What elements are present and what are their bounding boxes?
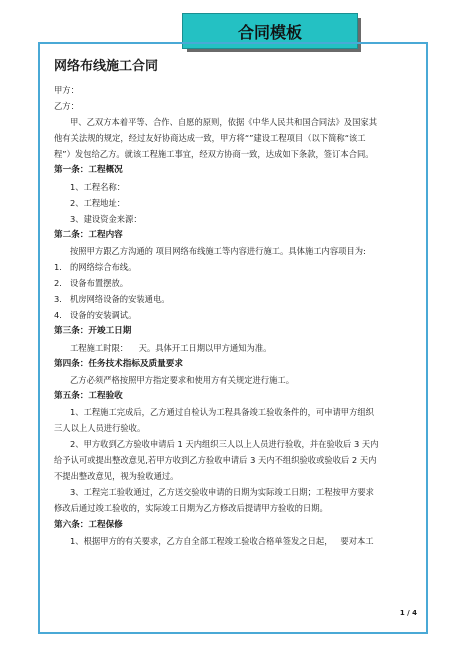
template-banner: 合同模板 (182, 13, 358, 49)
party-a-line: 甲方： (54, 85, 79, 95)
section-heading: 第五条：工程验收 (54, 390, 123, 401)
party-b-line: 乙方： (54, 101, 79, 112)
item-number: 4. (54, 310, 62, 321)
numbered-item (54, 275, 420, 291)
intro-line: 甲、乙双方本着平等、合作、自愿的原则，依据《中华人民共和国合同法》及国家其 (70, 117, 377, 128)
list-item: 2、工程地址： (70, 197, 126, 208)
section-text: 2、甲方收到乙方验收申请后 1 天内组织三人以上人员进行验收，并在验收后 3 天内 (70, 439, 379, 450)
item-text: 设备布置摆放。 (70, 278, 129, 289)
item-number: 3. (54, 294, 62, 305)
item-number: 1. (54, 262, 62, 273)
intro-line: 他有关法规的规定，经过友好协商达成一致，甲方将“”建设工程项目（以下简称“该工 (54, 133, 366, 144)
section-heading: 第二条：工程内容 (54, 229, 123, 240)
section-text: 1、根据甲方的有关要求，乙方自全部工程竣工验收合格单签发之日起， 要对本工 (70, 535, 374, 546)
section-text: 1、工程施工完成后，乙方通过自检认为工程具备竣工验收条件的，可申请甲方组织 (70, 406, 374, 417)
section-text: 修改后通过竣工验收的，实际竣工日期为乙方修改后提请甲方验收的日期。 (54, 503, 328, 514)
contract-title: 网络布线施工合同 (54, 59, 159, 74)
section-text: 工程施工时限： 天。具体开工日期以甲方通知为准。 (70, 342, 272, 353)
contract-body (54, 58, 420, 549)
numbered-item (54, 259, 420, 275)
section-text: 三人以上人员进行验收。 (54, 422, 146, 433)
item-text: 机房网络设备的安装通电。 (70, 294, 170, 305)
section-text: 给予认可或提出整改意见,若甲方收到乙方验收申请后 3 天内不组织验收或验收后 2 天内 (54, 455, 377, 466)
intro-line: 程”）发包给乙方。就该工程施工事宜，经双方协商一致，达成如下条款，签订本合同。 (54, 149, 374, 160)
item-number: 2. (54, 278, 62, 289)
section-text: 不提出整改意见，视为验收通过。 (54, 471, 179, 482)
section-heading: 第四条：任务技术指标及质量要求 (54, 358, 183, 369)
list-item: 3、建设资金来源： (70, 213, 142, 224)
section-text: 3、工程完工验收通过，乙方送交验收申请的日期为实际竣工日期；工程按甲方要求 (70, 487, 374, 498)
item-text: 设备的安装调试。 (70, 310, 137, 321)
page-number: 1 / 4 (399, 609, 417, 617)
section-heading: 第三条：开竣工日期 (54, 326, 132, 337)
list-item: 1、工程名称： (70, 181, 126, 192)
section-heading: 第六条：工程保修 (54, 519, 123, 530)
section-text: 按照甲方跟乙方沟通的 项目网络布线施工等内容进行施工。具体施工内容项目为: (70, 245, 366, 256)
section-heading: 第一条：工程概况 (54, 165, 123, 176)
item-text: 的网络综合布线。 (70, 262, 137, 273)
section-text: 乙方必须严格按照甲方指定要求和使用方有关规定进行施工。 (70, 374, 295, 385)
numbered-item (54, 307, 420, 323)
numbered-item (54, 291, 420, 307)
